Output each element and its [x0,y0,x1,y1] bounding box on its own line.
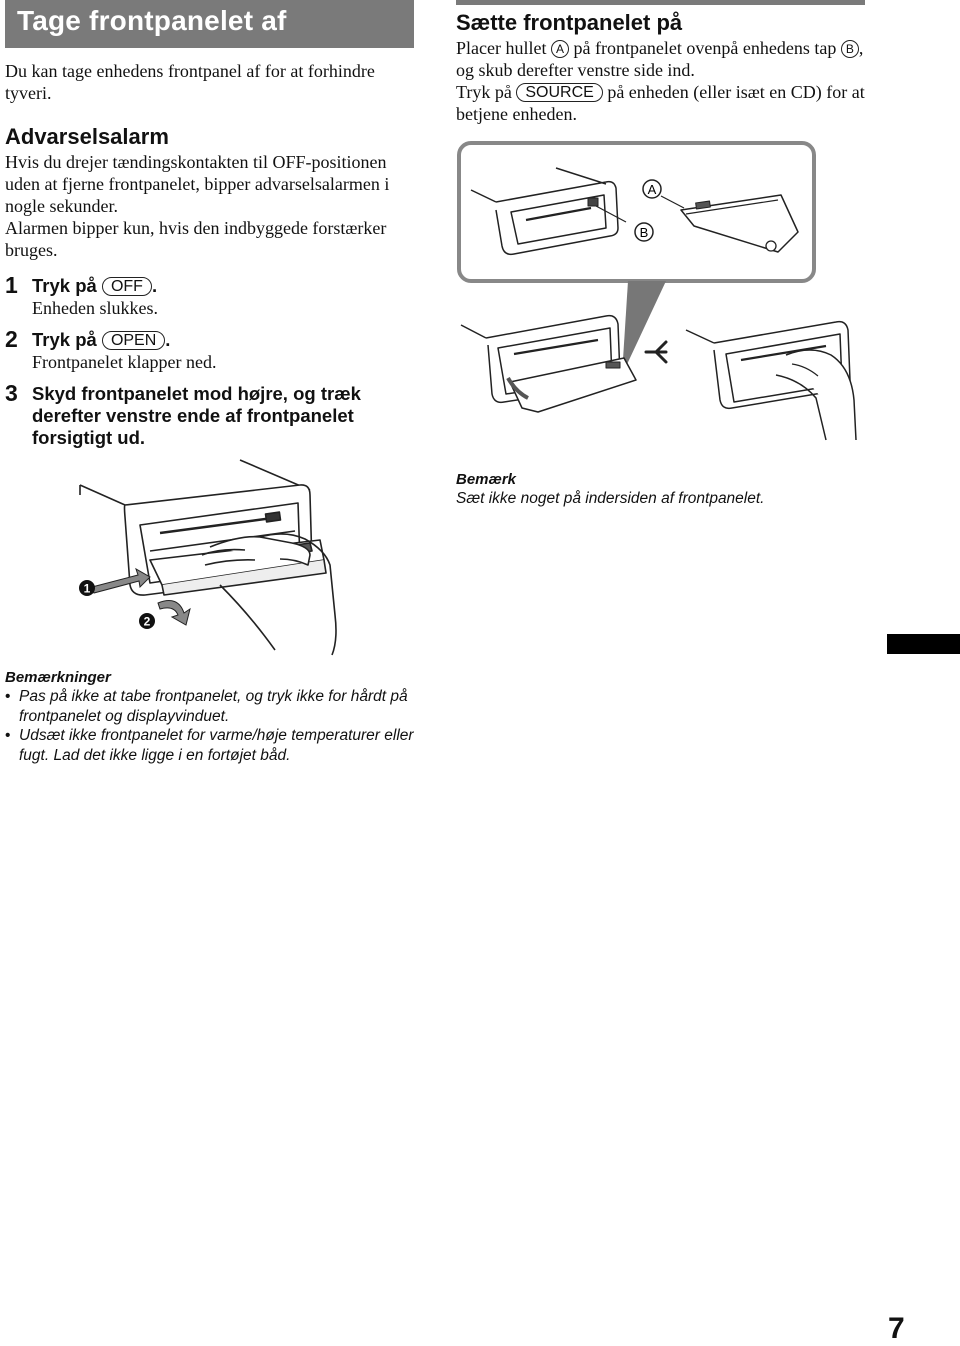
note-item: • Pas på ikke at tabe frontpanelet, og tryk ikke for hårdt på frontpanelet og displayvinduet. [5,687,425,726]
step-3-text: Skyd frontpanelet mod højre, og træk derefter venstre ende af frontpanelet forsigtigt ud. [32,383,361,448]
marker-a: A [551,40,569,58]
step-2-prefix: Tryk på [32,329,97,350]
source-instructions [456,81,866,125]
alarm-text-1: Hvis du drejer tændingskontakten til OFF-positionen uden at fjerne frontpanelet, bipper advarselsalarmen i nogle sekunder. [5,152,390,216]
step-number: 3 [5,380,18,406]
figure-label-a [643,180,661,198]
attach-note-heading: Bemærk [456,471,517,488]
step-2-desc: Frontpanelet klapper ned. [32,352,217,372]
notes-block [5,668,425,765]
alarm-heading: Advarselsalarm [5,124,169,149]
label-a-text: A [647,182,657,197]
step-2 [5,326,415,373]
attach-heading: Sætte frontpanelet på [456,10,683,35]
attach-text-part: Placer hullet [456,38,547,58]
step-number: 1 [5,272,18,298]
label-b-text: B [639,225,649,240]
attach-instructions [456,37,866,81]
attach-note-text: Sæt ikke noget på indersiden af frontpanelet. [456,490,765,507]
panel-removal-illustration [70,455,370,660]
source-text-part: Tryk på [456,82,512,102]
step-1-prefix: Tryk på [32,275,97,296]
intro-text: Du kan tage enhedens frontpanel af for at forhindre tyveri. [5,61,375,103]
step-marker-1 [79,580,95,596]
page-number: 7 [888,1312,905,1345]
attach-text-part: , og skub derefter venstre side ind. [456,38,864,80]
attach-text-part: på frontpanelet ovenpå enhedens tap [573,38,837,58]
figure-label-b [635,223,653,241]
unit-top-edge [80,485,125,505]
callout-pointer [622,281,666,375]
section-title: Tage frontpanelet af [17,5,287,36]
step-marker-2 [139,613,155,629]
next-arrow [646,342,666,362]
open-key: OPEN [102,331,165,350]
step-number: 2 [5,326,18,352]
section-tab-marker [887,634,960,654]
marker-2-text: 2 [143,614,151,629]
marker-b: B [841,40,859,58]
step-1-desc: Enheden slukkes. [32,298,158,318]
step-2-suffix: . [165,329,171,350]
alarm-text-2: Alarmen bipper kun, hvis den indbyggede forstærker bruges. [5,218,387,260]
attach-note [456,470,866,509]
source-key: SOURCE [516,83,602,102]
notes-heading: Bemærkninger [5,669,111,686]
panel-attach-illustration [456,140,866,450]
step-3 [5,380,415,449]
section-title-bar [5,0,414,48]
step-1-suffix: . [151,275,158,296]
off-key: OFF [102,277,152,296]
right-column-rule [456,0,865,5]
step-1 [5,272,415,319]
marker-1-text: 1 [83,581,91,596]
source-text-part: på enheden (eller isæt en CD) for at betjene enheden. [456,82,865,124]
pull-arrow [158,601,190,625]
note-item: • Udsæt ikke frontpanelet for varme/høje temperaturer eller fugt. Lad det ikke ligge i en fortøjet båd. [5,726,425,765]
